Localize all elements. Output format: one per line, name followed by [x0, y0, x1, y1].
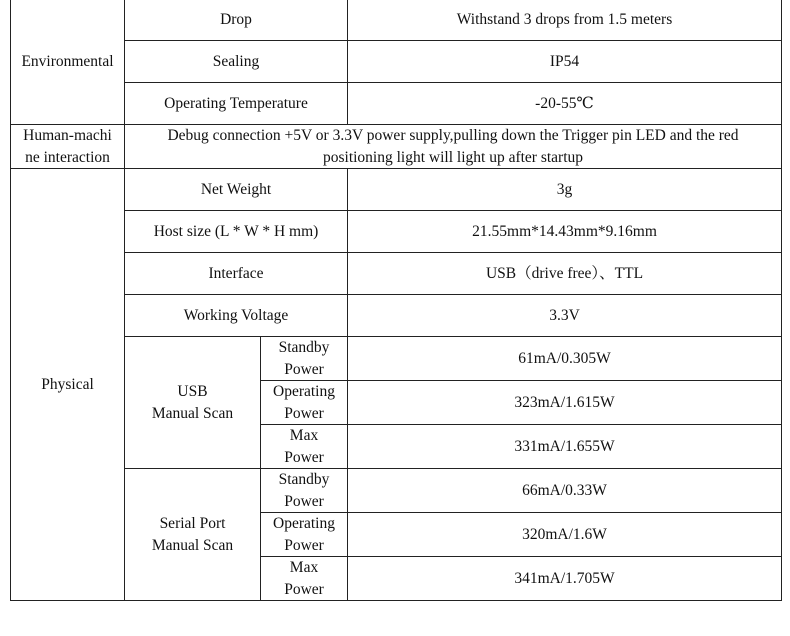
- table-row-usb-standby: [11, 337, 782, 381]
- label-line: Power: [284, 580, 324, 598]
- label-line: Power: [284, 492, 324, 510]
- value-hmi: [125, 125, 782, 169]
- label-serial-max: [261, 557, 348, 601]
- group-serial-line2: Manual Scan: [151, 536, 234, 554]
- table-row-serial-standby: [11, 469, 782, 513]
- label-line: Power: [284, 360, 324, 378]
- label-operating-temperature: Operating Temperature: [125, 83, 348, 125]
- group-usb-line2: Manual Scan: [151, 404, 234, 422]
- value-operating-temperature: -20-55℃: [348, 83, 782, 125]
- value-interface: USB（drive free）、TTL: [348, 253, 782, 295]
- value-serial-operating: 320mA/1.6W: [348, 513, 782, 557]
- category-hmi: [11, 125, 125, 169]
- table-row-working-voltage: [11, 295, 782, 337]
- label-host-size: Host size (L * W * H mm): [125, 211, 348, 253]
- value-serial-max: 341mA/1.705W: [348, 557, 782, 601]
- group-usb-manual-scan: [125, 337, 261, 469]
- label-line: Operating: [273, 383, 335, 400]
- label-sealing: Sealing: [125, 41, 348, 83]
- table-row-interface: [11, 253, 782, 295]
- value-host-size: 21.55mm*14.43mm*9.16mm: [348, 211, 782, 253]
- table-row-drop: [11, 0, 782, 41]
- group-serial-line1: Serial Port: [159, 515, 226, 532]
- value-net-weight: 3g: [348, 169, 782, 211]
- label-net-weight: Net Weight: [125, 169, 348, 211]
- category-hmi-line1: Human-machi: [23, 127, 112, 144]
- category-physical: Physical: [11, 169, 125, 601]
- category-hmi-line2: ne interaction: [25, 148, 110, 166]
- value-usb-max: 331mA/1.655W: [348, 425, 782, 469]
- label-line: Power: [284, 448, 324, 466]
- group-usb-line1: USB: [177, 383, 208, 400]
- label-line: Power: [284, 536, 324, 554]
- label-line: Standby: [278, 471, 330, 488]
- spec-table: [10, 0, 782, 601]
- label-line: Max: [289, 559, 319, 576]
- label-usb-standby: [261, 337, 348, 381]
- group-serial-manual-scan: [125, 469, 261, 601]
- table-row-sealing: [11, 41, 782, 83]
- table-row-net-weight: [11, 169, 782, 211]
- value-hmi-line2: positioning light will light up after startup: [322, 148, 584, 166]
- label-working-voltage: Working Voltage: [125, 295, 348, 337]
- label-usb-max: [261, 425, 348, 469]
- table-row-operating-temperature: [11, 83, 782, 125]
- value-usb-operating: 323mA/1.615W: [348, 381, 782, 425]
- label-line: Operating: [273, 515, 335, 532]
- label-interface: Interface: [125, 253, 348, 295]
- label-line: Standby: [278, 339, 330, 356]
- label-usb-operating: [261, 381, 348, 425]
- label-line: Max: [289, 427, 319, 444]
- value-hmi-line1: Debug connection +5V or 3.3V power supply,pulling down the Trigger pin LED and the red: [167, 127, 739, 144]
- value-serial-standby: 66mA/0.33W: [348, 469, 782, 513]
- value-drop: Withstand 3 drops from 1.5 meters: [348, 0, 782, 41]
- label-drop: Drop: [125, 0, 348, 41]
- value-usb-standby: 61mA/0.305W: [348, 337, 782, 381]
- label-serial-operating: [261, 513, 348, 557]
- table-row-hmi: [11, 125, 782, 169]
- label-line: Power: [284, 404, 324, 422]
- value-sealing: IP54: [348, 41, 782, 83]
- table-row-host-size: [11, 211, 782, 253]
- category-environmental: Environmental: [11, 0, 125, 125]
- label-serial-standby: [261, 469, 348, 513]
- value-working-voltage: 3.3V: [348, 295, 782, 337]
